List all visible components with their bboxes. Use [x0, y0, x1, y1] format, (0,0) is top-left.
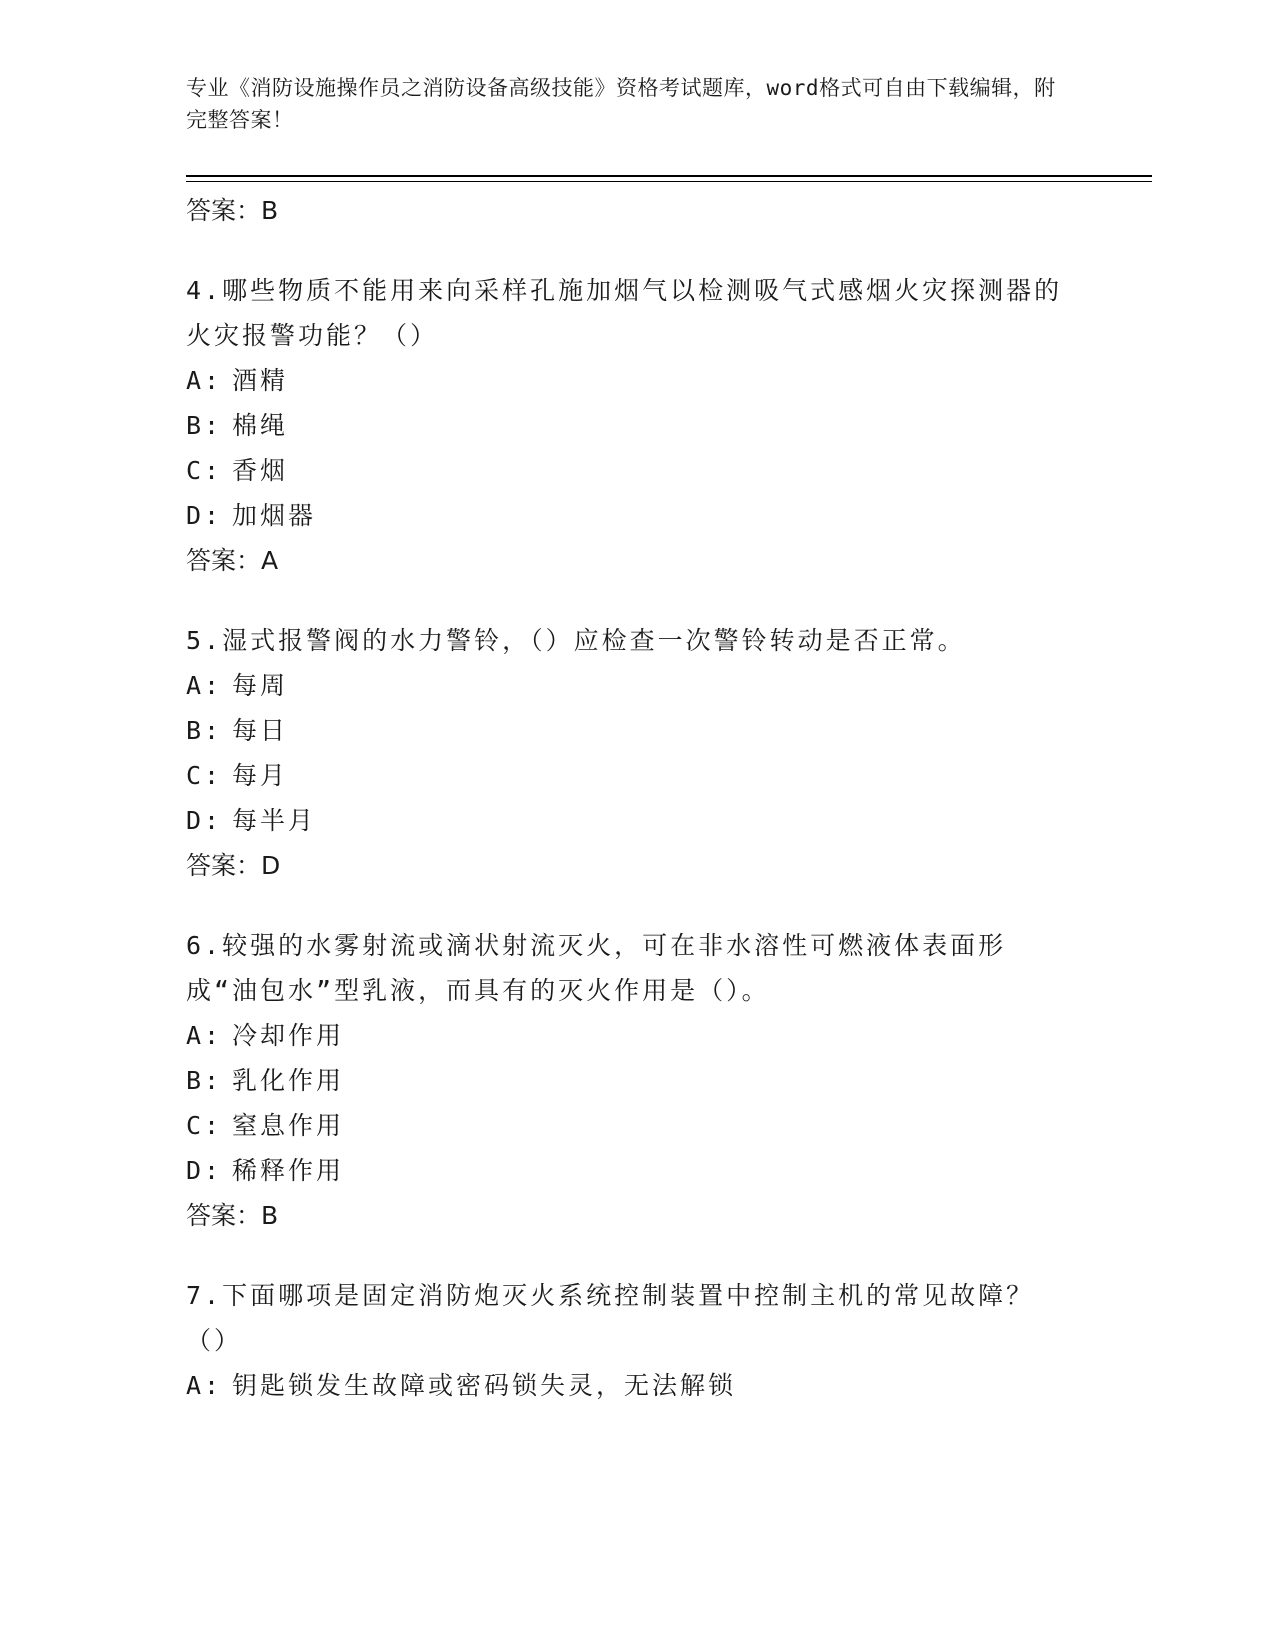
option-a — [186, 358, 1086, 403]
answer-line: 答案：B — [186, 1201, 279, 1230]
option-text: 香烟 — [232, 456, 289, 485]
option-text: 每周 — [232, 671, 289, 700]
option-d — [186, 493, 1086, 538]
option-d — [186, 798, 1086, 843]
option-key: C: — [186, 761, 223, 790]
option-key: A: — [186, 671, 223, 700]
option-key: A: — [186, 366, 223, 395]
option-c — [186, 448, 1086, 493]
option-key: A: — [186, 1371, 223, 1400]
question-block-7 — [186, 1273, 1086, 1408]
question-stem: 4.哪些物质不能用来向采样孔施加烟气以检测吸气式感烟火灾探测器的火灾报警功能？（） — [186, 276, 1063, 350]
option-key: D: — [186, 1156, 223, 1185]
header-divider-thin — [186, 181, 1152, 182]
question-stem: 5.湿式报警阀的水力警铃，（）应检查一次警铃转动是否正常。 — [186, 626, 966, 655]
option-text: 冷却作用 — [232, 1021, 345, 1050]
question-stem: 7.下面哪项是固定消防炮灭火系统控制装置中控制主机的常见故障？（） — [186, 1281, 1035, 1355]
option-key: D: — [186, 501, 223, 530]
option-text: 每半月 — [232, 806, 317, 835]
question-list — [186, 188, 1086, 1443]
option-text: 稀释作用 — [232, 1156, 345, 1185]
option-key: A: — [186, 1021, 223, 1050]
previous-answer: 答案：B — [186, 196, 279, 225]
option-b — [186, 708, 1086, 753]
question-block-5 — [186, 618, 1086, 888]
option-key: B: — [186, 1066, 223, 1095]
option-key: B: — [186, 411, 223, 440]
option-c — [186, 753, 1086, 798]
option-b — [186, 403, 1086, 448]
option-key: B: — [186, 716, 223, 745]
option-a — [186, 1013, 1086, 1058]
option-text: 每日 — [232, 716, 289, 745]
option-text: 窒息作用 — [232, 1111, 345, 1140]
question-stem: 6.较强的水雾射流或滴状射流灭火，可在非水溶性可燃液体表面形成“油包水”型乳液，而具有的灭火作用是（）。 — [186, 931, 1007, 1005]
question-block-6 — [186, 923, 1086, 1238]
option-c — [186, 1103, 1086, 1148]
option-text: 钥匙锁发生故障或密码锁失灵，无法解锁 — [232, 1371, 737, 1400]
answer-line: 答案：A — [186, 546, 279, 575]
answer-line: 答案：D — [186, 851, 281, 880]
option-key: D: — [186, 806, 223, 835]
question-block-4 — [186, 268, 1086, 583]
option-d — [186, 1148, 1086, 1193]
option-text: 酒精 — [232, 366, 289, 395]
option-key: C: — [186, 1111, 223, 1140]
option-text: 乳化作用 — [232, 1066, 345, 1095]
option-b — [186, 1058, 1086, 1103]
document-header: 专业《消防设施操作员之消防设备高级技能》资格考试题库，word格式可自由下载编辑，附完整答案！ — [186, 76, 1056, 132]
option-text: 加烟器 — [232, 501, 317, 530]
option-text: 每月 — [232, 761, 289, 790]
option-a — [186, 1363, 1086, 1408]
header-divider-thick — [186, 175, 1152, 177]
option-a — [186, 663, 1086, 708]
option-text: 棉绳 — [232, 411, 289, 440]
option-key: C: — [186, 456, 223, 485]
